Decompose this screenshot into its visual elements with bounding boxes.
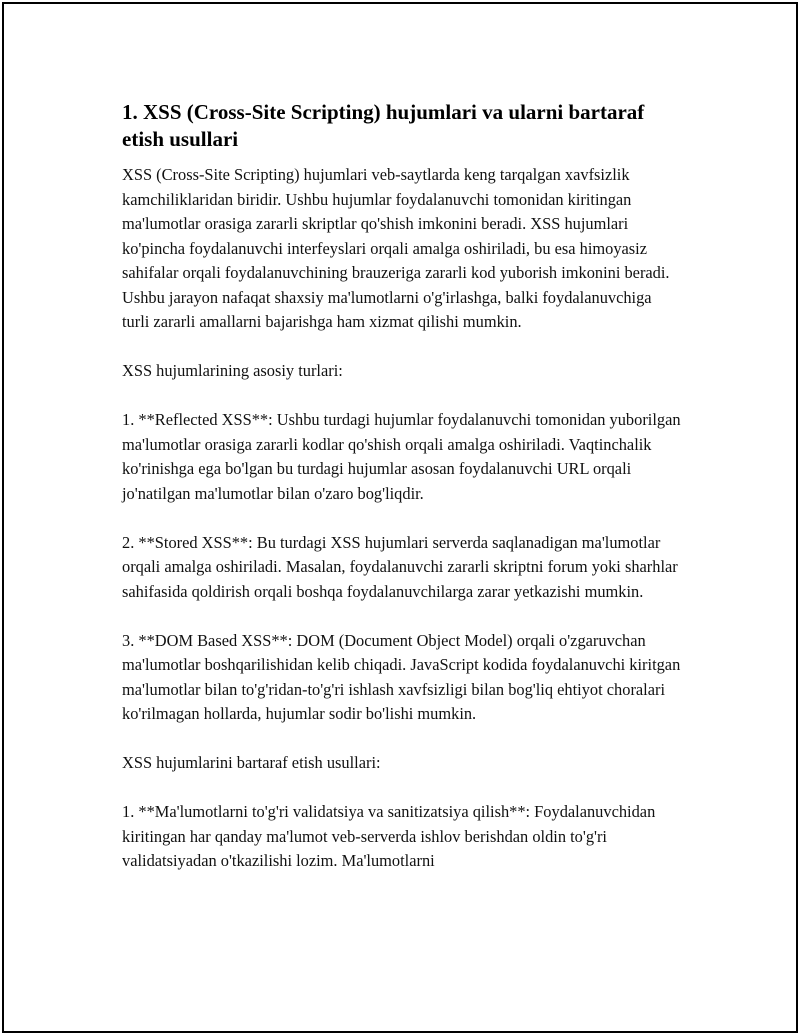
mitigation-heading-paragraph: XSS hujumlarini bartaraf etish usullari: bbox=[122, 753, 381, 772]
page-frame bbox=[2, 2, 798, 1033]
reflected-xss-paragraph: 1. **Reflected XSS**: Ushbu turdagi hujumlar foydalanuvchi tomonidan yuborilgan ma'lumotlar orasiga zararli kodlar qo'shish orqali amalga oshiriladi. Vaqtinchalik ko'rinishga ega bo'lgan bu turdagi hujumlar asosan foydalanuvchi URL orqali jo'natilgan ma'lumotlar bilan o'zaro bog'liqdir. bbox=[122, 410, 681, 503]
stored-xss-paragraph: 2. **Stored XSS**: Bu turdagi XSS hujumlari serverda saqlanadigan ma'lumotlar orqali amalga oshiriladi. Masalan, foydalanuvchi zararli skriptni forum yoki sharhlar sahifasida qoldirish orqali boshqa foydalanuvchilarga zarar yetkazishi mumkin. bbox=[122, 532, 678, 601]
dom-xss-paragraph: 3. **DOM Based XSS**: DOM (Document Object Model) orqali o'zgaruvchan ma'lumotlar boshqarilishidan kelib chiqadi. JavaScript kodida foydalanuvchi kiritgan ma'lumotlar bilan to'g'ridan-to'g'ri ishlash xavfsizligi bilan bog'liq ehtiyot choralari ko'rilmagan hollarda, hujumlar sodir bo'lishi mumkin. bbox=[122, 630, 681, 723]
intro-paragraph: XSS (Cross-Site Scripting) hujumlari veb-saytlarda keng tarqalgan xavfsizlik kamchiliklaridan biridir. Ushbu hujumlar foydalanuvchi tomonidan kiritingan ma'lumotlar orasiga zararli skriptlar qo'shish imkonini beradi. XSS hujumlari ko'pincha foydalanuvchi interfeyslari orqali amalga oshiriladi, bu esa himoyasiz sahifalar orqali foydalanuvchining brauzeriga zararli kod yuborish imkonini beradi. Ushbu jarayon nafaqat shaxsiy ma'lumotlarni o'g'irlashga, balki foydalanuvchiga turli zararli amallarni bajarishga ham xizmat qilishi mumkin. bbox=[122, 165, 670, 331]
types-heading-paragraph: XSS hujumlarining asosiy turlari: bbox=[122, 361, 343, 380]
document-body bbox=[122, 99, 682, 898]
validation-paragraph: 1. **Ma'lumotlarni to'g'ri validatsiya va sanitizatsiya qilish**: Foydalanuvchidan kiritingan har qanday ma'lumot veb-serverda ishlov berishdan oldin to'g'ri validatsiyadan o'tkazilishi lozim. Ma'lumotlarni bbox=[122, 802, 656, 870]
document-title: 1. XSS (Cross-Site Scripting) hujumlari va ularni bartaraf etish usullari bbox=[122, 100, 645, 151]
